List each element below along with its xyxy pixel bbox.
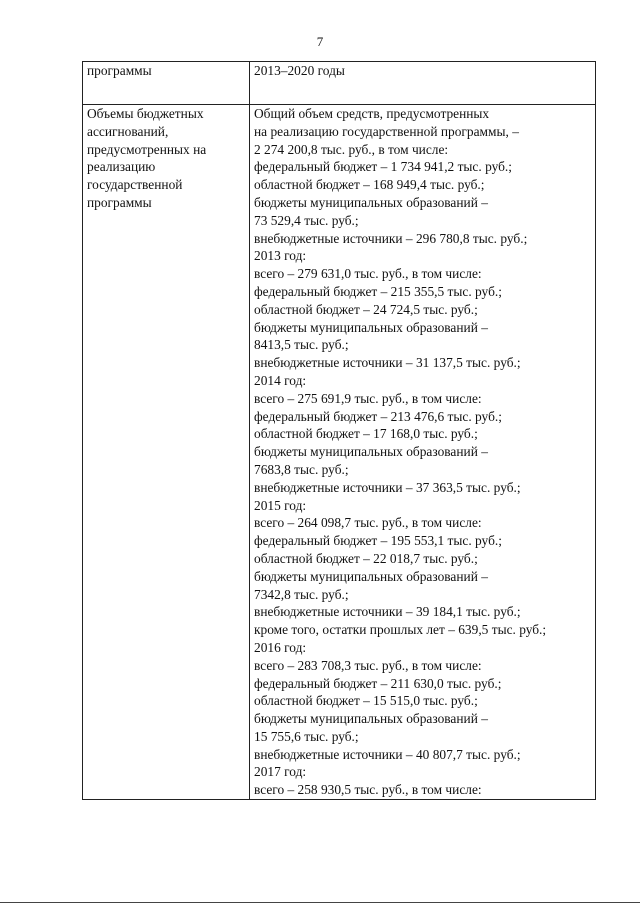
value-line: 2015 год: [254, 497, 307, 513]
page-number: 7 [316, 34, 324, 49]
table-row [83, 62, 596, 105]
row-label: Объемы бюджетных ассигнований, предусмотренных на реализацию государственной программы [87, 106, 207, 210]
value-line: областной бюджет – 24 724,5 тыс. руб.; [254, 301, 478, 317]
value-line: областной бюджет – 168 949,4 тыс. руб.; [254, 177, 485, 193]
value-line: областной бюджет – 15 515,0 тыс. руб.; [254, 693, 478, 709]
value-line: внебюджетные источники – 37 363,5 тыс. руб.; [254, 479, 521, 495]
value-line: Общий объем средств, предусмотренных [254, 106, 490, 121]
row-label: программы [87, 63, 152, 78]
value-line: федеральный бюджет – 215 355,5 тыс. руб.; [254, 283, 502, 299]
value-line: областной бюджет – 17 168,0 тыс. руб.; [254, 426, 478, 442]
value-line: федеральный бюджет – 211 630,0 тыс. руб.; [254, 675, 502, 691]
value-line: бюджеты муниципальных образований – [254, 444, 488, 460]
value-line: 2016 год: [254, 639, 307, 655]
value-line: 2013 год: [254, 248, 307, 264]
value-line: областной бюджет – 22 018,7 тыс. руб.; [254, 550, 478, 566]
value-line: всего – 283 708,3 тыс. руб., в том числе: [254, 657, 482, 673]
value-line: федеральный бюджет – 195 553,1 тыс. руб.; [254, 533, 502, 549]
row-value [254, 62, 591, 80]
value-line: внебюджетные источники – 296 780,8 тыс. руб.; [254, 230, 528, 246]
value-line: всего – 258 930,5 тыс. руб., в том числе: [254, 782, 482, 798]
value-line: бюджеты муниципальных образований – [254, 194, 488, 210]
value-line: внебюджетные источники – 40 807,7 тыс. руб.; [254, 746, 521, 762]
value-line: федеральный бюджет – 213 476,6 тыс. руб.; [254, 408, 502, 424]
row-label-cell [83, 62, 250, 105]
value-line: федеральный бюджет – 1 734 941,2 тыс. руб.; [254, 159, 512, 175]
value-line: 8413,5 тыс. руб.; [254, 337, 349, 353]
value-line: бюджеты муниципальных образований – [254, 568, 488, 584]
row-label-cell [83, 105, 250, 800]
value-line: 7683,8 тыс. руб.; [254, 461, 349, 477]
value-line: 73 529,4 тыс. руб.; [254, 212, 359, 228]
value-line: всего – 264 098,7 тыс. руб., в том числе: [254, 515, 482, 531]
table-row [83, 105, 596, 800]
value-line: 2017 год: [254, 764, 307, 780]
value-line: на реализацию государственной программы, – [254, 123, 519, 139]
page-bottom-rule [0, 902, 640, 903]
value-line: бюджеты муниципальных образований – [254, 319, 488, 335]
program-passport-table [82, 61, 596, 800]
value-line: всего – 275 691,9 тыс. руб., в том числе: [254, 390, 482, 406]
value-line: всего – 279 631,0 тыс. руб., в том числе: [254, 266, 482, 282]
value-line: 2014 год: [254, 372, 307, 388]
value-line: внебюджетные источники – 39 184,1 тыс. руб.; [254, 604, 521, 620]
value-line: 15 755,6 тыс. руб.; [254, 728, 359, 744]
value-line: бюджеты муниципальных образований – [254, 711, 488, 727]
row-value [254, 105, 591, 799]
value-line: 7342,8 тыс. руб.; [254, 586, 349, 602]
value-line: 2 274 200,8 тыс. руб., в том числе: [254, 141, 449, 157]
value-line: кроме того, остатки прошлых лет – 639,5 тыс. руб.; [254, 622, 547, 638]
value-line: 2013–2020 годы [254, 63, 345, 78]
row-value-cell [250, 105, 596, 800]
value-line: внебюджетные источники – 31 137,5 тыс. руб.; [254, 355, 521, 371]
row-value-cell [250, 62, 596, 105]
